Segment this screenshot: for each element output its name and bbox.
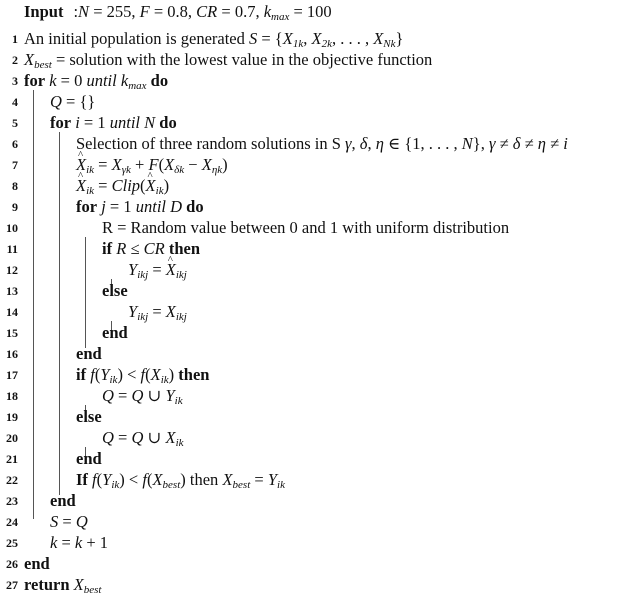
line-number: 8 bbox=[12, 179, 18, 193]
input-label: Input bbox=[24, 2, 64, 21]
line-number: 4 bbox=[12, 95, 18, 109]
scope-bar-for-j bbox=[85, 237, 86, 348]
line-number: 12 bbox=[6, 263, 18, 277]
line-number: 13 bbox=[6, 284, 18, 298]
line-number: 1 bbox=[12, 32, 18, 46]
line-number: 7 bbox=[12, 158, 18, 172]
input-line bbox=[24, 2, 332, 22]
line-number: 2 bbox=[12, 53, 18, 67]
line-number: 23 bbox=[6, 494, 18, 508]
scope-bar-for-k bbox=[33, 90, 34, 519]
line-number: 6 bbox=[12, 137, 18, 151]
line-number: 25 bbox=[6, 536, 18, 550]
scope-bar-for-i bbox=[59, 132, 60, 495]
line-number: 18 bbox=[6, 389, 18, 403]
line-number: 24 bbox=[6, 515, 18, 529]
line-number: 22 bbox=[6, 473, 18, 487]
line-number: 10 bbox=[6, 221, 18, 235]
line-number: 16 bbox=[6, 347, 18, 361]
line-number: 11 bbox=[6, 242, 18, 256]
line-number: 19 bbox=[6, 410, 18, 424]
line-number: 5 bbox=[12, 116, 18, 130]
line-number: 14 bbox=[6, 305, 18, 319]
input-params: :N = 255, F = 0.8, CR = 0.7, $k_{max} = 100$ bbox=[73, 2, 332, 23]
line-number: 9 bbox=[12, 200, 18, 214]
line-number: 27 bbox=[6, 578, 18, 592]
line-number: 21 bbox=[6, 452, 18, 466]
line-number: 17 bbox=[6, 368, 18, 382]
line-number: 3 bbox=[12, 74, 18, 88]
line-number: 20 bbox=[6, 431, 18, 445]
line-number: 26 bbox=[6, 557, 18, 571]
line-number: 15 bbox=[6, 326, 18, 340]
